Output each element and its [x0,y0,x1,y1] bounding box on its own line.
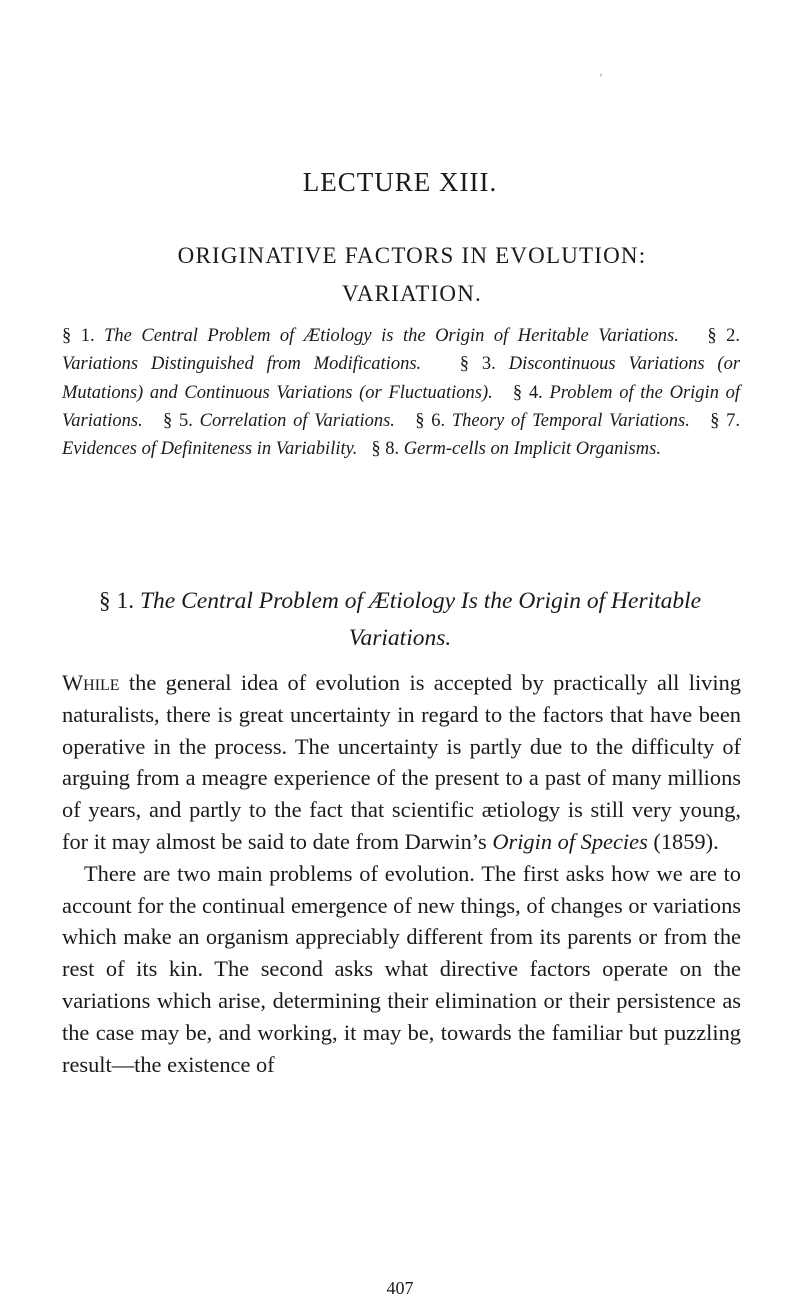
synopsis-item: § 5. Correlation of Variations. [162,410,395,431]
lecture-heading: LECTURE XIII. [302,167,498,197]
chapter-title-line-2: VARIATION. [342,281,482,306]
body-text [62,667,741,1080]
synopsis-item: § 6. Theory of Temporal Variations. [415,410,690,431]
chapter-title [62,237,762,313]
page-number: 407 [386,1278,414,1298]
book-title: Origin of Species [492,828,648,854]
chapter-synopsis [62,322,740,463]
synopsis-item: § 1. The Central Problem of Ætiology is the Origin of Heritable Variations. [62,326,679,346]
synopsis-item: § 8. Germ-cells on Implicit Organisms. [371,439,661,460]
synopsis-item: § 3. Discontinuous Variations (or Mutations) and Continuous Variations (or Fluctuations). [62,354,741,403]
synopsis-item: § 4. Problem of the Origin of Variations. [62,382,741,431]
paragraph-1: While the general idea of evolution is accepted by practically all living naturalists, there is great uncertainty in regard to the factors that have been operative in the process. The uncertainty is partly due to the difficulty of arguing from a meagre experience of the present to a past of many millions of years, and partly to the fact that scientific ætiology is still very young, for it may almost be said to date from Darwin’s Origin of Species (1859). [62,670,741,854]
synopsis-item: § 2. Variations Distinguished from Modifications. [62,326,741,375]
section-title: The Central Problem of Ætiology Is the Origin of Heritable Variations. [139,588,702,651]
paragraph-2: There are two main problems of evolution. The first asks how we are to account for the continual emergence of new things, of changes or variations which make an organism appreciably different from its parents or from the rest of its kin. The second asks what directive factors operate on the variations which arise, determining their elimination or their persistence as the case may be, and working, it may be, towards the familiar but puzzling result—the existence of [62,860,741,1077]
synopsis-item: § 7. Evidences of Definiteness in Variability. [62,410,741,460]
chapter-title-line-1: ORIGINATIVE FACTORS IN EVOLUTION: [177,243,647,268]
corner-mark: ’ [599,72,603,84]
section-heading [60,583,740,657]
lead-word: While [62,670,120,695]
section-number: § 1. [98,588,135,614]
